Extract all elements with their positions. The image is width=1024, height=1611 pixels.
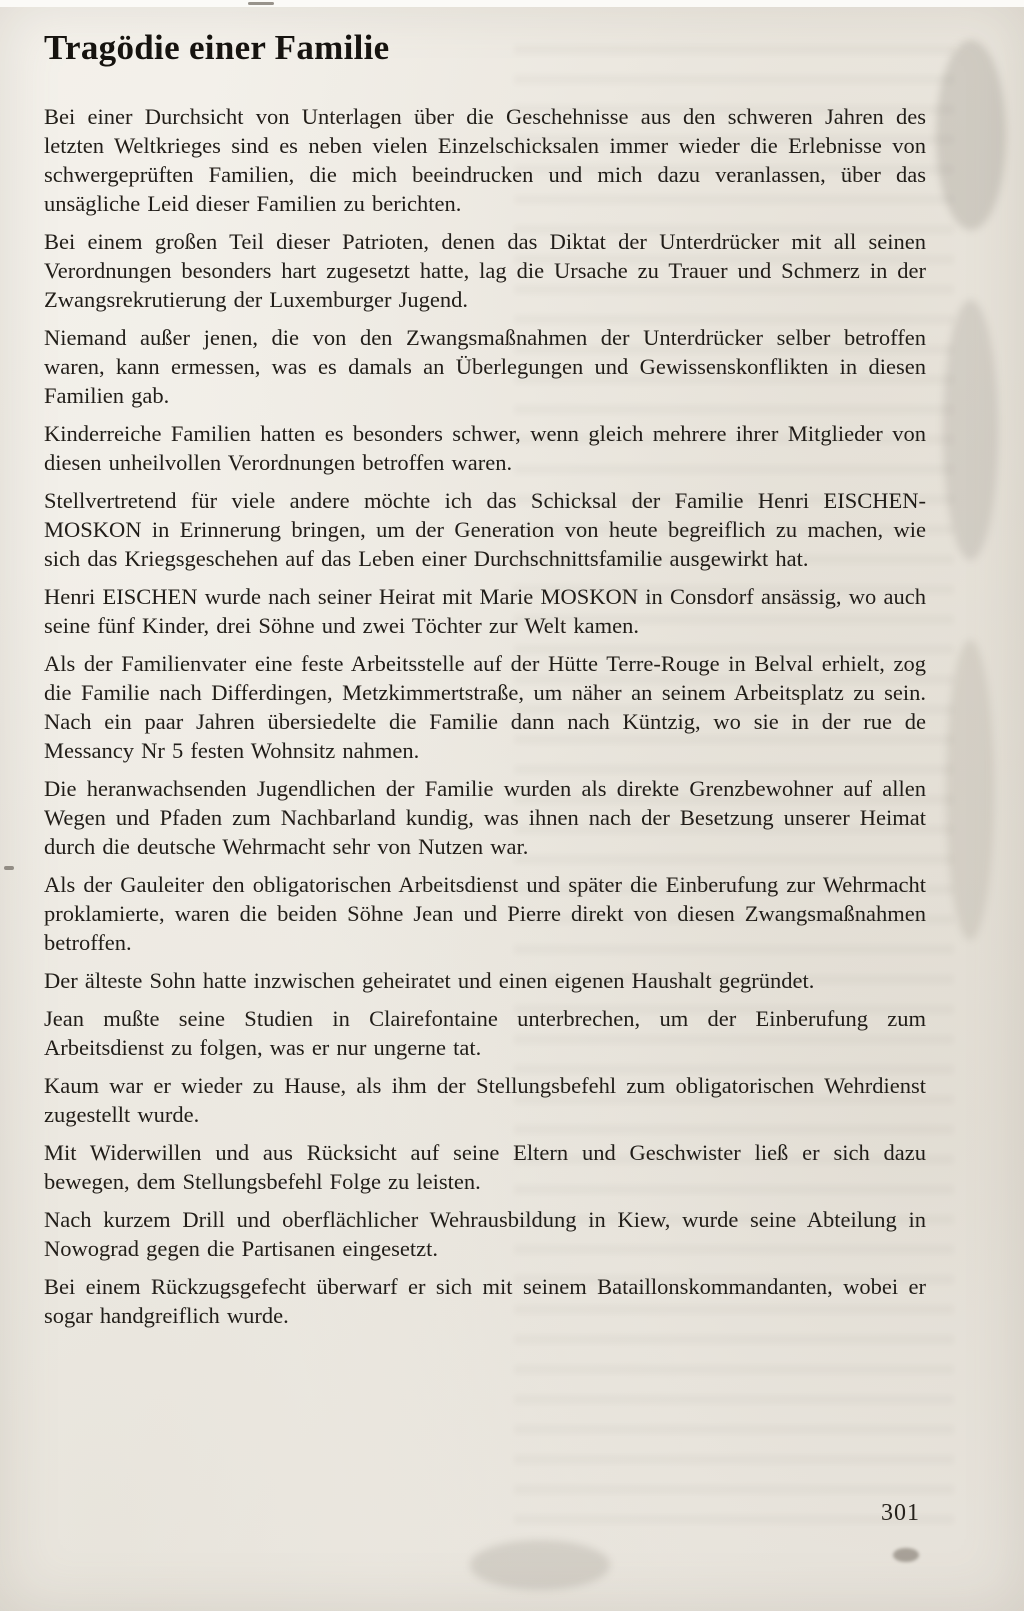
paragraph: Als der Familienvater eine feste Arbeitsstelle auf der Hütte Terre-Rouge in Belval erhielt, zog die Familie nach Differdingen, Metzkimmertstraße, um näher an seinem Arbeitsplatz zu sein. Nach ein paar Jahren übersiedelte die Familie dann nach Küntzig, wo sie in der rue de Messancy Nr 5 festen Wohnsitz nahmen. [44, 651, 926, 763]
paragraph: Bei einer Durchsicht von Unterlagen über die Geschehnisse aus den schweren Jahren des letzten Weltkrieges sind es neben vielen Einzelschicksalen immer wieder die Erlebnisse von schwergeprüften Familien, die mich beeindrucken und mich dazu veranlassen, über das unsägliche Leid dieser Familien zu berichten. [44, 104, 926, 216]
paragraph: Der älteste Sohn hatte inzwischen geheiratet und einen eigenen Haushalt gegründet. [44, 968, 815, 993]
scan-artifact [470, 1540, 610, 1590]
scan-artifact [943, 300, 998, 560]
scan-artifact [893, 1548, 919, 1562]
scan-artifact [4, 866, 14, 870]
scan-edge-artifact [0, 0, 1024, 7]
paragraph: Stellvertretend für viele andere möchte ich das Schicksal der Familie Henri EISCHEN-MOSKON in Erinnerung bringen, um der Generation von heute begreiflich zu machen, wie sich das Kriegsgeschehen auf das Leben einer Durchschnittsfamilie ausgewirkt hat. [44, 488, 926, 571]
scan-artifact [936, 40, 1006, 230]
page-content [44, 28, 926, 1339]
paragraph: Niemand außer jenen, die von den Zwangsmaßnahmen der Unterdrücker selber betroffen waren, kann ermessen, was es damals an Überlegungen und Gewissenskonflikten in diesen Familien gab. [44, 325, 926, 408]
scan-artifact [946, 640, 994, 940]
paragraph: Mit Widerwillen und aus Rücksicht auf seine Eltern und Geschwister ließ er sich dazu bewegen, dem Stellungsbefehl Folge zu leisten. [44, 1140, 926, 1194]
paragraph: Jean mußte seine Studien in Clairefontaine unterbrechen, um der Einberufung zum Arbeitsdienst zu folgen, was er nur ungerne tat. [44, 1006, 926, 1060]
paragraph: Henri EISCHEN wurde nach seiner Heirat mit Marie MOSKON in Consdorf ansässig, wo auch seine fünf Kinder, drei Söhne und zwei Töchter zur Welt kamen. [44, 584, 926, 638]
page-title: Tragödie einer Familie [44, 28, 390, 67]
paragraph: Kaum war er wieder zu Hause, als ihm der Stellungsbefehl zum obligatorischen Wehrdienst zugestellt wurde. [44, 1073, 926, 1127]
paragraph: Als der Gauleiter den obligatorischen Arbeitsdienst und später die Einberufung zur Wehrmacht proklamierte, waren die beiden Söhne Jean und Pierre direkt von diesen Zwangsmaßnahmen betroffen. [44, 872, 926, 955]
paragraph: Bei einem Rückzugsgefecht überwarf er sich mit seinem Bataillonskommandanten, wobei er sogar handgreiflich wurde. [44, 1274, 926, 1328]
page-body [44, 102, 926, 1330]
paragraph: Nach kurzem Drill und oberflächlicher Wehrausbildung in Kiew, wurde seine Abteilung in Nowograd gegen die Partisanen eingesetzt. [44, 1207, 926, 1261]
page-number: 301 [881, 1500, 920, 1526]
paragraph: Kinderreiche Familien hatten es besonders schwer, wenn gleich mehrere ihrer Mitglieder von diesen unheilvollen Verordnungen betroffen waren. [44, 421, 926, 475]
paragraph: Bei einem großen Teil dieser Patrioten, denen das Diktat der Unterdrücker mit all seinen Verordnungen besonders hart zugesetzt hatte, lag die Ursache zu Trauer und Schmerz in der Zwangsrekrutierung der Luxemburger Jugend. [44, 229, 926, 312]
scan-artifact [248, 2, 274, 5]
paragraph: Die heranwachsenden Jugendlichen der Familie wurden als direkte Grenzbewohner auf allen Wegen und Pfaden zum Nachbarland kundig, was ihnen nach der Besetzung unserer Heimat durch die deutsche Wehrmacht sehr von Nutzen war. [44, 776, 926, 859]
